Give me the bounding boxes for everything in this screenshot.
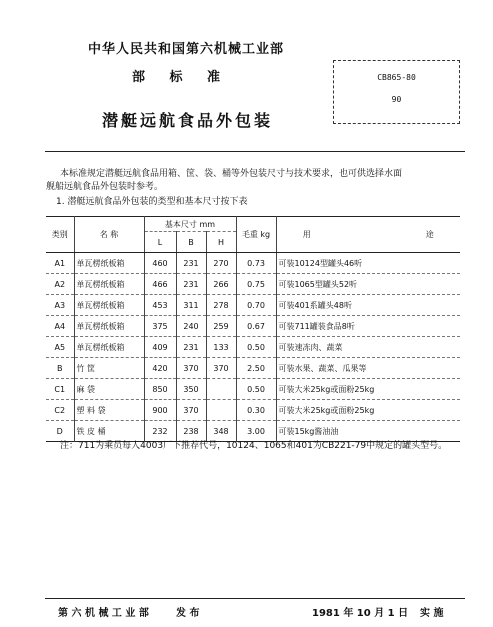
cell-type: D bbox=[46, 421, 74, 442]
table-row bbox=[46, 421, 460, 442]
col-type-header: 类别 bbox=[46, 217, 74, 253]
col-b-header: B bbox=[176, 232, 206, 253]
cell-type: A4 bbox=[46, 316, 74, 337]
cell-usage: 可装大米25kg或面粉25kg bbox=[276, 379, 460, 400]
table-row bbox=[46, 400, 460, 421]
cell-type: A1 bbox=[46, 253, 74, 274]
section-1-heading: 1. 潜艇远航食品外包装的类型和基本尺寸按下表 bbox=[56, 197, 248, 207]
cell-weight: 0.30 bbox=[236, 400, 276, 421]
cell-type: B bbox=[46, 358, 74, 379]
table-note: 注：711为乘员每人4003厂下推荐代号，10124、1065和401为CB221-79中规定的罐头型号。 bbox=[60, 441, 448, 451]
cell-type: A5 bbox=[46, 337, 74, 358]
cell-l: 453 bbox=[144, 295, 176, 316]
table-row bbox=[46, 337, 460, 358]
cell-usage: 可装401系罐头48听 bbox=[276, 295, 460, 316]
ministry-name: 中华人民共和国第六机械工业部 bbox=[88, 42, 285, 57]
cell-l: 232 bbox=[144, 421, 176, 442]
table-row bbox=[46, 316, 460, 337]
cell-l: 409 bbox=[144, 337, 176, 358]
cell-l: 466 bbox=[144, 274, 176, 295]
cell-h: 133 bbox=[206, 337, 236, 358]
usage-header-part-1: 用 bbox=[302, 230, 311, 239]
cell-h: 370 bbox=[206, 358, 236, 379]
table-row bbox=[46, 379, 460, 400]
issuer: 第 六 机 械 工 业 部 bbox=[58, 608, 149, 619]
cell-b: 240 bbox=[176, 316, 206, 337]
cell-name: 铁 皮 桶 bbox=[74, 421, 144, 442]
cell-b: 238 bbox=[176, 421, 206, 442]
col-dims-header: 基本尺寸 mm bbox=[144, 217, 236, 232]
cell-h: 348 bbox=[206, 421, 236, 442]
table-body bbox=[46, 253, 460, 442]
cell-usage: 可装15kg酱油油 bbox=[276, 421, 460, 442]
cell-b: 350 bbox=[176, 379, 206, 400]
cell-usage: 可装水果、蔬菜、瓜果等 bbox=[276, 358, 460, 379]
cell-weight: 3.00 bbox=[236, 421, 276, 442]
cell-h bbox=[206, 379, 236, 400]
cell-h: 266 bbox=[206, 274, 236, 295]
cell-b: 370 bbox=[176, 358, 206, 379]
intro-line-1: 本标准规定潜艇远航食品用箱、筐、袋、桶等外包装尺寸与技术要求，也可供选择水面 bbox=[60, 169, 403, 179]
cell-type: C2 bbox=[46, 400, 74, 421]
cell-usage: 可装大米25kg或面粉25kg bbox=[276, 400, 460, 421]
cell-usage: 可装速冻肉、蔬菜 bbox=[276, 337, 460, 358]
cell-name: 单瓦楞纸板箱 bbox=[74, 316, 144, 337]
cell-l: 460 bbox=[144, 253, 176, 274]
cell-h: 278 bbox=[206, 295, 236, 316]
cell-name: 麻 袋 bbox=[74, 379, 144, 400]
footer-divider bbox=[45, 598, 465, 599]
cell-usage: 可装711罐装食品8听 bbox=[276, 316, 460, 337]
cell-name: 单瓦楞纸板箱 bbox=[74, 295, 144, 316]
cell-weight: 2.50 bbox=[236, 358, 276, 379]
issue-label: 发 布 bbox=[176, 608, 200, 619]
col-h-header: H bbox=[206, 232, 236, 253]
cell-h: 270 bbox=[206, 253, 236, 274]
cell-b: 231 bbox=[176, 274, 206, 295]
usage-header-part-2: 途 bbox=[425, 230, 434, 239]
cell-h: 259 bbox=[206, 316, 236, 337]
cell-weight: 0.70 bbox=[236, 295, 276, 316]
implementation-label: 实 施 bbox=[420, 608, 444, 619]
col-name-header: 名 称 bbox=[74, 217, 144, 253]
cell-type: C1 bbox=[46, 379, 74, 400]
document-title: 潜艇远航食品外包装 bbox=[102, 111, 274, 130]
cell-h bbox=[206, 400, 236, 421]
cell-type: A3 bbox=[46, 295, 74, 316]
table-row bbox=[46, 253, 460, 274]
intro-line-2: 舰船远航食品外包装时参考。 bbox=[46, 182, 164, 192]
cell-b: 231 bbox=[176, 253, 206, 274]
cell-b: 231 bbox=[176, 337, 206, 358]
packaging-table bbox=[46, 216, 460, 442]
cell-name: 单瓦楞纸板箱 bbox=[74, 253, 144, 274]
cell-weight: 0.73 bbox=[236, 253, 276, 274]
cell-l: 850 bbox=[144, 379, 176, 400]
cell-usage: 可装10124型罐头46听 bbox=[276, 253, 460, 274]
standard-code: CB865-80 bbox=[377, 73, 416, 82]
cell-weight: 0.67 bbox=[236, 316, 276, 337]
col-l-header: L bbox=[144, 232, 176, 253]
col-weight-header: 毛重 kg bbox=[236, 217, 276, 253]
cell-weight: 0.75 bbox=[236, 274, 276, 295]
table-row bbox=[46, 358, 460, 379]
cell-name: 塑 料 袋 bbox=[74, 400, 144, 421]
cell-weight: 0.50 bbox=[236, 337, 276, 358]
implementation-date: 1981 年 10 月 1 日 bbox=[312, 608, 409, 619]
cell-weight: 0.50 bbox=[236, 379, 276, 400]
standard-type: 部 标 准 bbox=[132, 70, 231, 85]
cell-b: 370 bbox=[176, 400, 206, 421]
intro-paragraph bbox=[46, 168, 470, 194]
cell-name: 单瓦楞纸板箱 bbox=[74, 274, 144, 295]
col-usage-header bbox=[276, 217, 460, 253]
cell-name: 竹 筐 bbox=[74, 358, 144, 379]
cell-name: 单瓦楞纸板箱 bbox=[74, 337, 144, 358]
cell-l: 900 bbox=[144, 400, 176, 421]
cell-l: 375 bbox=[144, 316, 176, 337]
cell-b: 311 bbox=[176, 295, 206, 316]
table-row bbox=[46, 274, 460, 295]
cell-l: 420 bbox=[144, 358, 176, 379]
classification-number: 90 bbox=[391, 95, 402, 104]
cell-type: A2 bbox=[46, 274, 74, 295]
table-row bbox=[46, 295, 460, 316]
standard-number-box bbox=[333, 60, 460, 124]
cell-usage: 可装1065型罐头52听 bbox=[276, 274, 460, 295]
top-divider bbox=[45, 151, 465, 152]
